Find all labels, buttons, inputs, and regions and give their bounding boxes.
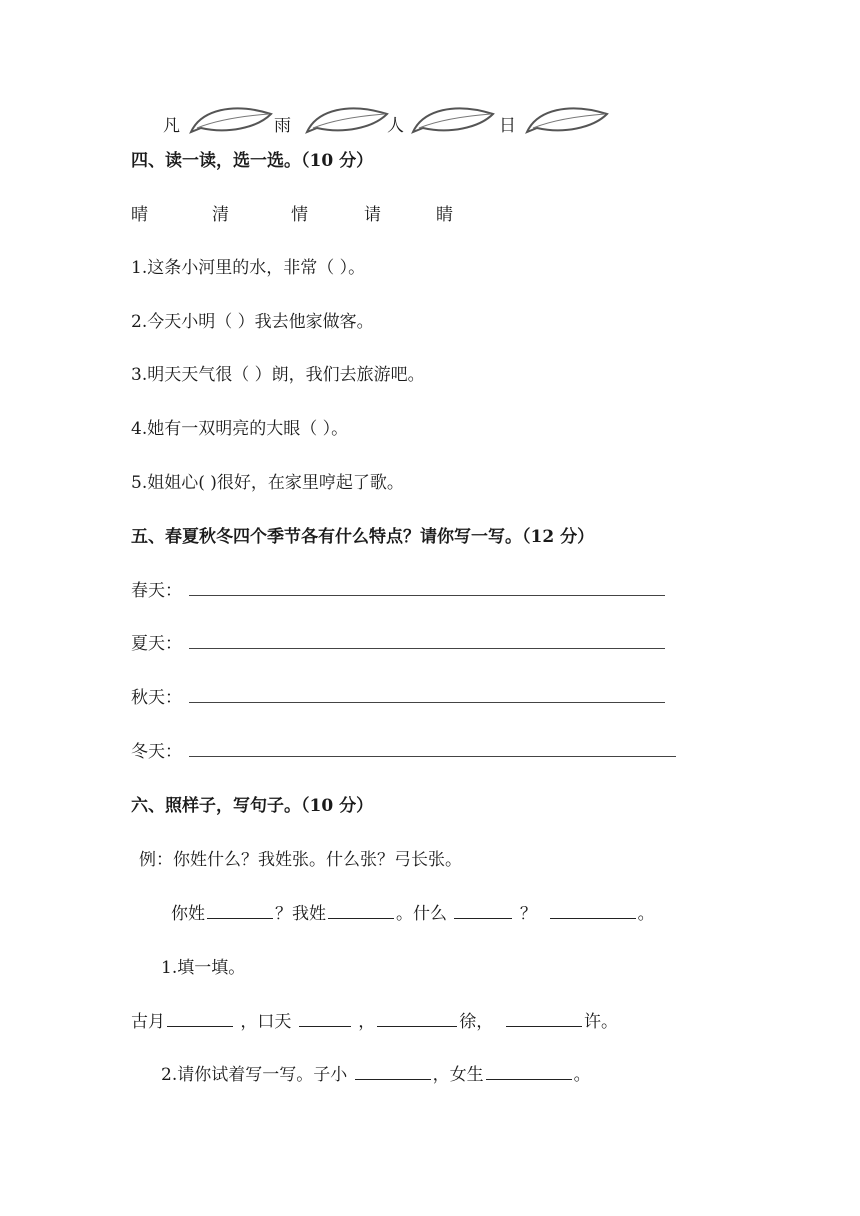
sub1-blank-2[interactable] bbox=[299, 1009, 351, 1027]
sub2-text-a: 2.请你试着写一写。子小 bbox=[161, 1065, 348, 1085]
sub1-blank-3[interactable] bbox=[377, 1009, 457, 1027]
pattern-text-5: 。 bbox=[637, 904, 655, 924]
season-label-autumn: 秋天： bbox=[131, 688, 182, 708]
pattern-blank-4[interactable] bbox=[550, 901, 636, 919]
section6-heading: 六、照样子，写句子。（10 分） bbox=[131, 796, 374, 816]
leaf-char-1: 凡 bbox=[163, 116, 180, 136]
section5-heading: 五、春夏秋冬四个季节各有什么特点？请你写一写。（12 分） bbox=[131, 527, 595, 547]
pattern-sentence bbox=[171, 899, 655, 924]
sub1-blank-4[interactable] bbox=[506, 1009, 582, 1027]
sub2-line bbox=[161, 1060, 591, 1085]
pattern-blank-2[interactable] bbox=[328, 901, 394, 919]
leaf-writing-box-2[interactable] bbox=[303, 102, 389, 136]
season-line-spring[interactable] bbox=[189, 595, 665, 596]
pattern-blank-3[interactable] bbox=[454, 901, 512, 919]
pattern-blank-1[interactable] bbox=[207, 901, 273, 919]
leaf-char-2: 雨 bbox=[274, 116, 291, 136]
sub2-text-c: 。 bbox=[573, 1065, 591, 1085]
option-1: 晴 bbox=[131, 205, 148, 225]
option-3: 情 bbox=[291, 205, 308, 225]
option-2: 清 bbox=[212, 205, 229, 225]
season-label-spring: 春天： bbox=[131, 581, 182, 601]
leaf-writing-box-3[interactable] bbox=[409, 102, 495, 136]
sub1-text-b: ，口天 bbox=[240, 1012, 292, 1032]
season-label-winter: 冬天： bbox=[131, 742, 182, 762]
section4-heading: 四、读一读，选一选。（10 分） bbox=[131, 151, 374, 171]
question-2: 2.今天小明（ ）我去他家做客。 bbox=[131, 312, 374, 332]
sub1-line bbox=[131, 1007, 618, 1032]
question-5: 5.姐姐心( )很好，在家里哼起了歌。 bbox=[131, 473, 404, 493]
example-sentence: 例：你姓什么？我姓张。什么张？弓长张。 bbox=[139, 850, 462, 870]
question-3: 3.明天天气很（ ）朗，我们去旅游吧。 bbox=[131, 365, 425, 385]
pattern-text-3: 。什么 bbox=[396, 904, 447, 924]
sub1-text-e: 许。 bbox=[584, 1012, 619, 1032]
leaf-char-3: 人 bbox=[387, 116, 404, 136]
season-line-winter[interactable] bbox=[189, 756, 676, 757]
pattern-text-4: ？ bbox=[519, 904, 537, 924]
sub1-text-c: ， bbox=[358, 1012, 376, 1032]
pattern-text-2: ？我姓 bbox=[275, 904, 326, 924]
season-label-summer: 夏天： bbox=[131, 634, 182, 654]
pattern-text-1: 你姓 bbox=[171, 904, 205, 924]
sub1-text-d: 徐， bbox=[459, 1012, 494, 1032]
sub2-blank-1[interactable] bbox=[355, 1062, 431, 1080]
leaf-char-4: 日 bbox=[499, 116, 516, 136]
question-4: 4.她有一双明亮的大眼（ ）。 bbox=[131, 419, 349, 439]
season-line-autumn[interactable] bbox=[189, 702, 665, 703]
leaf-writing-box-1[interactable] bbox=[187, 102, 273, 136]
sub1-text-a: 古月 bbox=[131, 1012, 165, 1032]
option-5: 睛 bbox=[436, 205, 453, 225]
leaf-writing-box-4[interactable] bbox=[523, 102, 609, 136]
option-4: 请 bbox=[364, 205, 381, 225]
sub1-blank-1[interactable] bbox=[167, 1009, 233, 1027]
sub1-label: 1.填一填。 bbox=[161, 958, 246, 978]
question-1: 1.这条小河里的水，非常（ ）。 bbox=[131, 258, 366, 278]
season-line-summer[interactable] bbox=[189, 648, 665, 649]
sub2-blank-2[interactable] bbox=[486, 1062, 572, 1080]
sub2-text-b: ，女生 bbox=[432, 1065, 484, 1085]
